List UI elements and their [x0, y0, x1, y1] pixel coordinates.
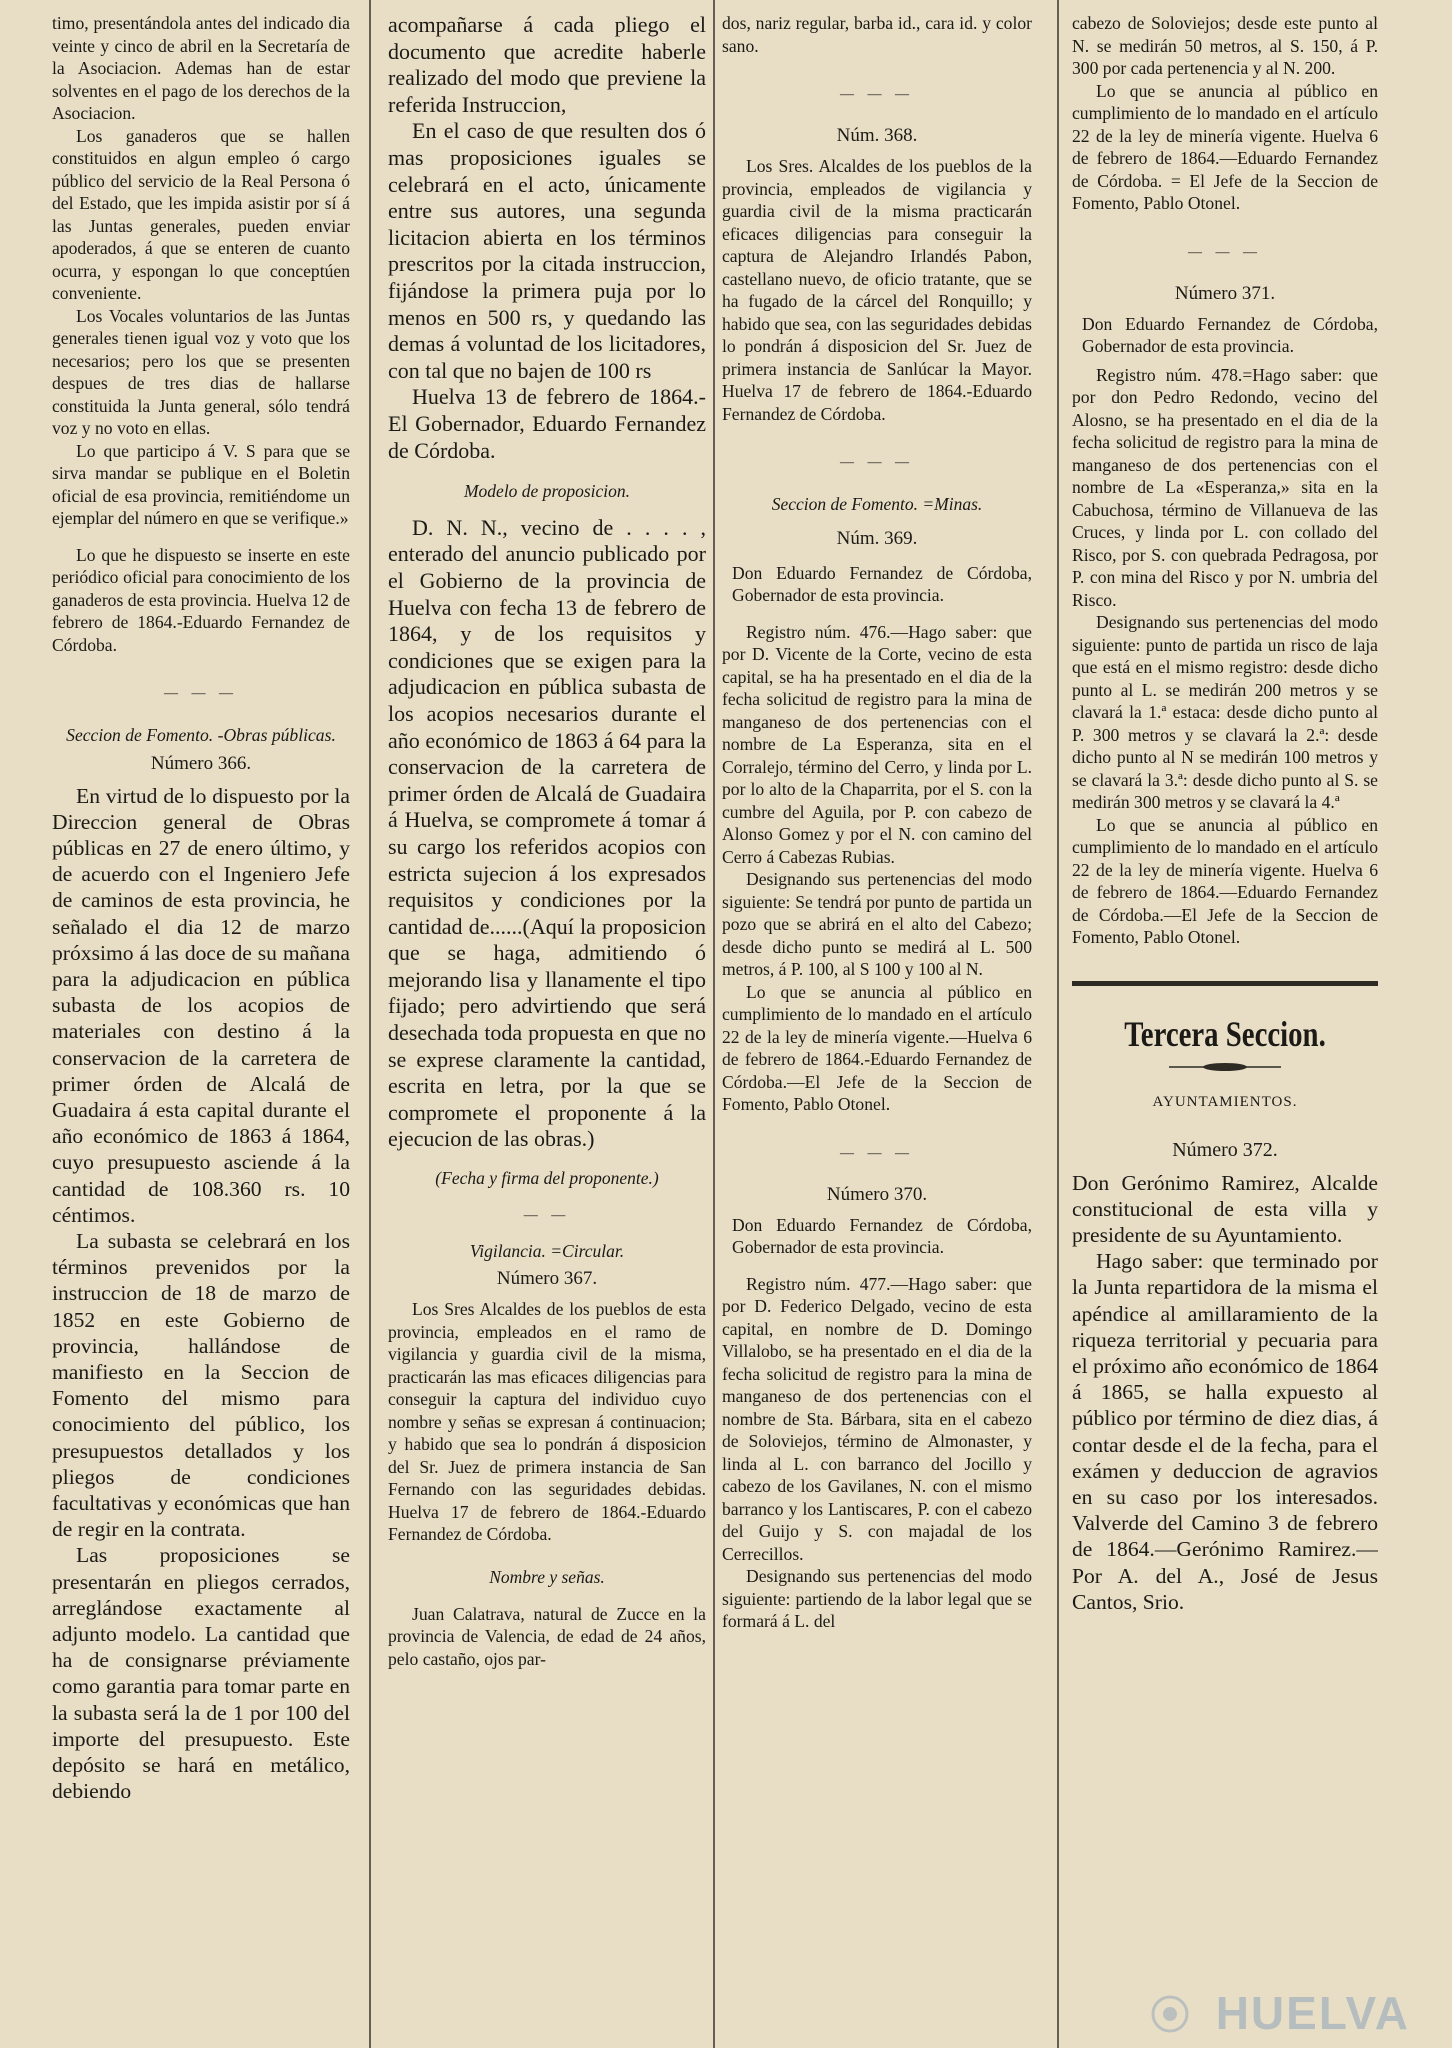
column-rule: [369, 0, 371, 2048]
separator: — —: [523, 1207, 571, 1223]
paragraph: Los Sres Alcaldes de los pueblos de esta provincia, empleados en el ramo de vigilancia y guardia civil de la misma, practicarán las mas eficaces diligencias para conseguir la captura del individuo cuyo nombre y señas se expresan á continuacion; y habido que sea lo pondrán á disposicion del Sr. Juez de primera instancia de San Fernando con las seguridades debidas. Huelva 17 de febrero de 1864.-Eduardo Fernandez de Córdoba.: [388, 1299, 706, 1545]
paragraph: acompañarse á cada pliego el documento que acredite haberle realizado del modo que previene la referida Instruccion,: [388, 12, 706, 117]
separator: — — —: [840, 455, 914, 470]
subsection-title: AYUNTAMIENTOS.: [1152, 1093, 1298, 1110]
subheading: Modelo de proposicion.: [463, 481, 631, 502]
watermark-logo-icon: [1150, 1994, 1190, 2034]
notice-header: Don Eduardo Fernandez de Córdoba, Gobernador de esta provincia.: [732, 1214, 1032, 1258]
subheading: (Fecha y firma del proponente.): [435, 1168, 659, 1189]
notice-number: Número 366.: [150, 752, 252, 774]
paragraph: Lo que participo á V. S para que se sirva mandar se publique en el Boletin oficial de esa provincia, remitiéndome un ejemplar del número en que se verifique.»: [52, 440, 350, 528]
notice-number: Número 370.: [826, 1183, 928, 1205]
paragraph: Huelva 13 de febrero de 1864.-El Gobernador, Eduardo Fernandez de Córdoba.: [388, 384, 706, 463]
separator: — — —: [164, 686, 238, 701]
column-4: [1072, 12, 1378, 2040]
paragraph: D. N. N., vecino de . . . . , enterado del anuncio publicado por el Gobierno de la provincia de Huelva con fecha 13 de febrero de 1864, y de los requisitos y condiciones que se exigen para la adjudicacion en pública subasta de los acopios necesarios durante el año económico de 1863 á 64 para la conservacion de la carretera de primer órden de Alcalá de Guadaira á Huelva, se compromete á tomar á su cargo los referidos acopios con estricta sujecion á los expresados requisitos y condiciones por la cantidad de......(Aquí la proposicion que se haga, admitiendo ó mejorando lisa y llanamente el tipo fijado; pero advirtiendo que será desechada toda propuesta en que no se exprese claramente la cantidad, escrita en letra, por la que se compromete el proponente á la ejecucion de las obras.): [388, 514, 706, 1152]
subheading: Nombre y señas.: [489, 1566, 605, 1587]
thick-divider: [1072, 981, 1378, 986]
paragraph: En el caso de que resulten dos ó mas proposiciones iguales se celebrará en el acto, únicamente entre sus autores, una segunda licitacion abierta en los términos prescritos por la citada instruccion, fijándose la primera puja por lo menos en 500 rs, y quedando las demas á voluntad de los licitadores, con tal que no bajen de 100 rs: [388, 118, 706, 383]
paragraph: En virtud de lo dispuesto por la Direccion general de Obras públicas en 27 de enero último, y de acuerdo con el Ingeniero Jefe de caminos de esta provincia, he señalado el dia 12 de marzo próxsimo á las doce de su mañana para la adjudicacion en pública subasta de los acopios de materiales con destino á la conservacion de la carretera de primer órden de Alcalá de Guadaira á esta capital durante el año económico de 1863 á 1864, cuyo presupuesto asciende á la cantidad de 108.360 rs. 10 céntimos.: [52, 783, 350, 1227]
column-1: [52, 12, 350, 2040]
paragraph: Los Vocales voluntarios de las Juntas generales tienen igual voz y voto que los necesarios; pero los que se presenten despues de tres dias de hallarse constituida la Junta general, sólo tendrá voz y no voto en ellas.: [52, 305, 350, 438]
ornament-icon: [1165, 1060, 1285, 1074]
paragraph: Designando sus pertenencias del modo siguiente: partiendo de la labor legal que se formará á L. del: [722, 1566, 1032, 1632]
section-heading: Tercera Seccion.: [1124, 1013, 1326, 1054]
paragraph: Lo que se anuncia al público en cumplimiento de lo mandado en el artículo 22 de la ley de minería vigente.—Huelva 6 de febrero de 1864.-Eduardo Fernandez de Córdoba.—El Jefe de la Seccion de Fomento, Pablo Otonel.: [722, 981, 1032, 1115]
paragraph: Designando sus pertenencias del modo siguiente: Se tendrá por punto de partida un pozo que se abrirá en el alto del Cabezo; desde dicho punto se medirá al L. 500 metros, á P. 100, al S 100 y 100 al N.: [722, 869, 1032, 980]
notice-number: Número 367.: [496, 1268, 598, 1290]
section-title: Vigilancia. =Circular.: [469, 1240, 625, 1261]
column-rule: [1057, 0, 1059, 2048]
paragraph: Designando sus pertenencias del modo siguiente: punto de partida un risco de laja que está en el mismo registro: desde dicho punto al L. se medirán 200 metros y se clavará la 1.ª estaca: desde dicho punto al P. 300 metros y se clavará la 2.ª: desde dicho punto al N se medirán 100 metros y se clavará la 3.ª: desde dicho punto al S. se medirán 300 metros y se clavará la 4.ª: [1072, 612, 1378, 812]
notice-number: Núm. 368.: [836, 125, 918, 146]
notice-number: Núm. 369.: [836, 527, 918, 549]
column-3: [722, 12, 1032, 2040]
paragraph: La subasta se celebrará en los términos prevenidos por la instruccion de 18 de marzo de 1852 en este Gobierno de provincia, hallándose de manifiesto en la Seccion de Fomento del mismo para conocimiento del público, los presupuestos detallados y los pliegos de condiciones facultativas y económicas que han de regir en la contrata.: [52, 1228, 350, 1542]
column-2: [388, 12, 706, 2040]
column-rule: [713, 0, 715, 2048]
paragraph: Registro núm. 478.=Hago saber: que por don Pedro Redondo, vecino del Alosno, se ha presentado en el dia de la fecha solicitud de registro para la mina de manganeso de dos pertenencias con el nombre de La «Esperanza,» sita en la Cabuchosa, término de Villanueva de las Cruces, y linda por L. con collado del Risco, por S. con quebrada Pedragosa, por P. con mina del Risco y por N. umbria del Risco.: [1072, 364, 1378, 610]
notice-header: Don Gerónimo Ramirez, Alcalde constitucional de esta villa y presidente de su Ayuntamiento.: [1072, 1170, 1378, 1247]
paragraph: Juan Calatrava, natural de Zucce en la provincia de Valencia, de edad de 24 años, pelo castaño, ojos par-: [388, 1603, 706, 1669]
paragraph: Registro núm. 477.—Hago saber: que por D. Federico Delgado, vecino de esta capital, en nombre de D. Domingo Villalobo, se ha presentado en el dia de la fecha solicitud de registro para la mina de manganeso de dos pertenencias con el nombre de Sta. Bárbara, sita en el cabezo de Soloviejos, término de Almonaster, y linda al L. con barranco del Jocillo y cabezo de los Gavilanes, N. con el mismo barranco y los Lantiscares, P. con el cabezo del Guijo y S. con majadal de los Cerrecillos.: [722, 1273, 1032, 1564]
paragraph: dos, nariz regular, barba id., cara id. y color sano.: [722, 13, 1032, 56]
separator: — — —: [840, 87, 914, 102]
section-title: Seccion de Fomento. -Obras públicas.: [66, 725, 336, 745]
notice-number: Número 371.: [1174, 282, 1276, 304]
section-title: Seccion de Fomento. =Minas.: [771, 494, 983, 514]
notice-number: Número 372.: [1172, 1138, 1278, 1161]
paragraph: Los Sres. Alcaldes de los pueblos de la provincia, empleados de vigilancia y guardia civil de la misma practicarán eficaces diligencias para conseguir la captura de Alejandro Irlandés Pabon, castellano nuevo, de oficio tratante, que se ha fugado de la cárcel del Ronquillo; y habido que sea, con las seguridades debidas lo pondrán á disposicion del Sr. Juez de primera instancia de Sanlúcar la Mayor. Huelva 17 de febrero de 1864.-Eduardo Fernandez de Córdoba.: [722, 156, 1032, 424]
paragraph: Registro núm. 476.—Hago saber: que por D. Vicente de la Corte, vecino de esta capital, se ha ha presentado en el dia de la fecha solicitud de registro para la mina de manganeso de dos pertenencias con el nombre de La Esperanza, sita en el Corralejo, término del Cerro, y linda por L. por lo alto de la Chaparrita, por el S. con la cumbre del Aguila, por P. con cabezo de Alonso Gomez y por el N. con camino del Cerro á Cabezas Rubias.: [722, 621, 1032, 867]
notice-header: Don Eduardo Fernandez de Córdoba, Gobernador de esta provincia.: [732, 562, 1032, 606]
paragraph: Las proposiciones se presentarán en pliegos cerrados, arreglándose exactamente al adjunto modelo. La cantidad que ha de consignarse préviamente como garantia para tomar parte en la subasta será la de 1 por 100 del importe del presupuesto. Este depósito se hará en metálico, debiendo: [52, 1543, 350, 1804]
paragraph: Lo que se anuncia al público en cumplimiento de lo mandado en el artículo 22 de la ley de minería vigente. Huelva 6 de febrero de 1864.—Eduardo Fernandez de Córdoba.—El Jefe de la Seccion de Fomento, Pablo Otonel.: [1072, 814, 1378, 947]
watermark-text: HUELVA: [1215, 1987, 1410, 2039]
paragraph: Lo que se anuncia al público en cumplimiento de lo mandado en el artículo 22 de la ley de minería vigente. Huelva 6 de febrero de 1864.—Eduardo Fernandez de Córdoba. = El Jefe de la Seccion de Fomento, Pablo Otonel.: [1072, 80, 1378, 213]
separator: — — —: [1188, 244, 1262, 260]
paragraph: timo, presentándola antes del indicado dia veinte y cinco de abril en la Secretaría de la Asociacion. Ademas han de estar solventes en el pago de los derechos de la Asociacion.: [52, 13, 350, 123]
paragraph: Los ganaderos que se hallen constituidos en algun empleo ó cargo público del servicio de la Real Persona ó del Estado, que les impida asistir por sí á las Juntas generales, pueden enviar apoderados, á que se enteren de cuanto ocurra, y espongan lo que conceptúen conveniente.: [52, 125, 350, 303]
paragraph: Lo que he dispuesto se inserte en este periódico oficial para conocimiento de los ganaderos de esta provincia. Huelva 12 de febrero de 1864.-Eduardo Fernandez de Córdoba.: [52, 544, 350, 655]
separator: — — —: [840, 1145, 914, 1161]
notice-header: Don Eduardo Fernandez de Córdoba, Gobernador de esta provincia.: [1082, 313, 1378, 356]
paragraph: Hago saber: que terminado por la Junta repartidora de la misma el apéndice al amillaramiento de la riqueza territorial y pecuaria para el próximo año económico de 1864 á 1865, se halla expuesto al público por término de diez dias, á contar desde el de la fecha, para el exámen y deduccion de agravios en su caso por los interesados. Valverde del Camino 3 de febrero de 1864.—Gerónimo Ramirez.—Por A. del A., José de Jesus Cantos, Srio.: [1072, 1249, 1378, 1614]
paragraph: cabezo de Soloviejos; desde este punto al N. se medirán 50 metros, al S. 150, á P. 300 por cada pertenencia y al N. 200.: [1072, 13, 1378, 78]
